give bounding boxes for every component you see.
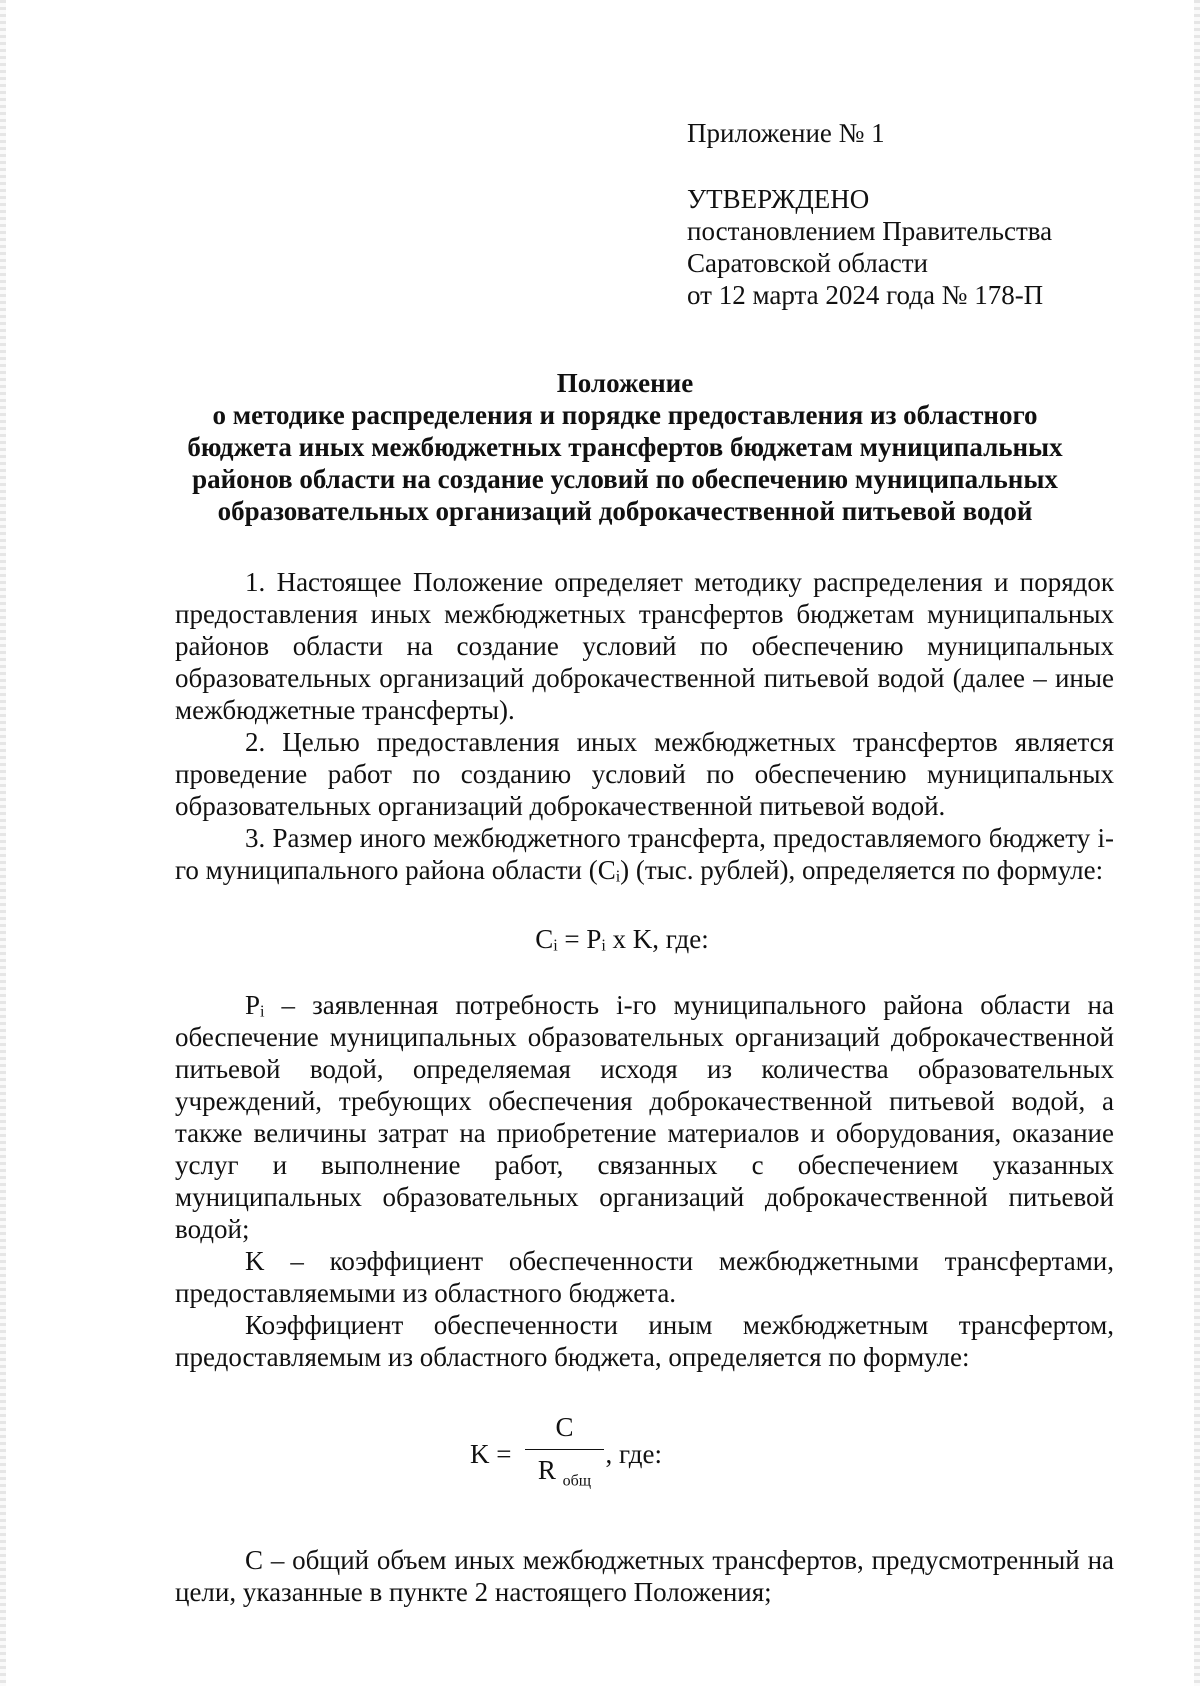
paragraph-1: 1. Настоящее Положение определяет методику распределения и порядок предоставления иных межбюджетных трансфертов бюджетам муниципальных районов области на создание условий по обеспечению муниципальных образовательных организаций доброкачественной питьевой водой (далее – иные межбюджетные трансферты). <box>175 567 1114 725</box>
definition-c: C – общий объем иных межбюджетных трансфертов, предусмотренный на цели, указанные в пункте 2 настоящего Положения; <box>175 1545 1114 1607</box>
title-line: образовательных организаций доброкачественной питьевой водой <box>217 496 1033 526</box>
body-section-3 <box>175 1544 1114 1608</box>
body-section-2 <box>175 989 1114 1373</box>
denominator-symbol: R <box>537 1455 556 1485</box>
formula-k <box>470 1411 662 1497</box>
formula-ci <box>0 923 1200 955</box>
formula-k-tail: , где: <box>605 1439 662 1470</box>
formula-k-denominator <box>538 1450 591 1497</box>
formula-k-fraction <box>525 1411 603 1497</box>
approval-line: постановлением Правительства <box>687 216 1053 246</box>
formula-k-lhs: K = <box>470 1439 512 1470</box>
title-line: бюджета иных межбюджетных трансфертов бюджетам муниципальных <box>187 432 1063 462</box>
formula-ci-text: Cᵢ = Pᵢ x K, где: <box>535 924 709 954</box>
title-line: Положение <box>556 368 694 398</box>
scan-edge-right <box>1194 0 1200 1686</box>
approval-line: УТВЕРЖДЕНО <box>687 184 870 214</box>
coefficient-paragraph: Коэффициент обеспеченности иным межбюджетным трансфертом, предоставляемым из областного бюджета, определяется по формуле: <box>175 1310 1114 1372</box>
approval-block <box>687 183 1052 311</box>
appendix-label: Приложение № 1 <box>687 118 885 148</box>
definition-p: Pᵢ – заявленная потребность i-го муниципального района области на обеспечение муниципальных образовательных организаций доброкачественной питьевой водой, определяемая исходя из количества образовательных учреждений, требующих обеспечения доброкачественной питьевой водой, а также величины затрат на приобретение материалов и оборудования, оказание услуг и выполнение работ, связанных с обеспечением указанных муниципальных образовательных организаций доброкачественной питьевой водой; <box>175 990 1114 1244</box>
approval-line: Саратовской области <box>687 248 928 278</box>
title-line: районов области на создание условий по обеспечению муниципальных <box>192 464 1058 494</box>
body-section-1 <box>175 566 1114 886</box>
paragraph-2: 2. Целью предоставления иных межбюджетных трансфертов является проведение работ по созданию условий по обеспечению муниципальных образовательных организаций доброкачественной питьевой водой. <box>175 727 1114 821</box>
definition-k: K – коэффициент обеспеченности межбюджетными трансфертами, предоставляемыми из областного бюджета. <box>175 1246 1114 1308</box>
formula-k-numerator: C <box>525 1411 603 1450</box>
title-line: о методике распределения и порядке предоставления из областного <box>212 400 1038 430</box>
denominator-subscript: общ <box>562 1472 592 1490</box>
document-title <box>160 367 1090 527</box>
approval-line: от 12 марта 2024 года № 178-П <box>687 280 1044 310</box>
scan-edge-left <box>0 0 6 1686</box>
paragraph-3: 3. Размер иного межбюджетного трансферта, предоставляемого бюджету i-го муниципального района области (Cᵢ) (тыс. рублей), определяется по формуле: <box>175 823 1114 885</box>
